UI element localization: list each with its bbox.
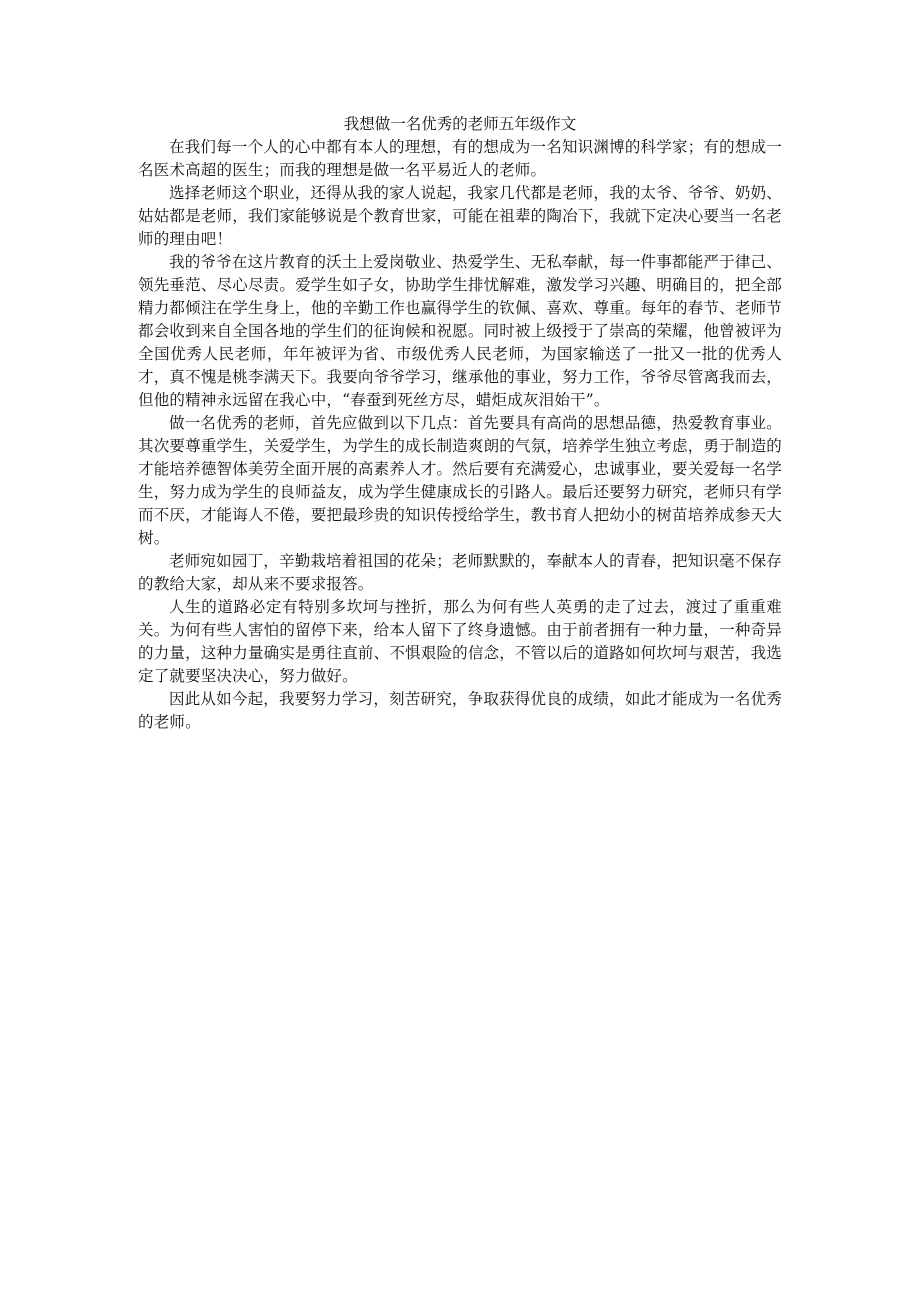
paragraph-6: 人生的道路必定有特别多坎坷与挫折，那么为何有些人英勇的走了过去，渡过了重重难关。为何有些人害怕的留停下来，给本人留下了终身遗憾。由于前者拥有一种力量，一种奇异的力量，这种力量确实是勇往直前、不惧艰险的信念，不管以后的道路如何坎坷与艰苦，我选定了就要坚决决心，努力做好。	[138, 598, 782, 685]
paragraph-2: 选择老师这个职业，还得从我的家人说起，我家几代都是老师，我的太爷、爷爷、奶奶、姑姑都是老师，我们家能够说是个教育世家，可能在祖辈的陶冶下，我就下定决心要当一名老师的理由吧！	[138, 184, 782, 248]
paragraph-1: 在我们每一个人的心中都有本人的理想，有的想成为一名知识渊博的科学家；有的想成一名医术高超的医生；而我的理想是做一名平易近人的老师。	[138, 138, 782, 179]
paragraph-4: 做一名优秀的老师，首先应做到以下几点：首先要具有高尚的思想品德，热爱教育事业。其次要尊重学生，关爱学生，为学生的成长制造爽朗的气氛，培养学生独立考虑，勇于制造的才能培养德智体美劳全面开展的高素养人才。然后要有充满爱心，忠诚事业，要关爱每一名学生，努力成为学生的良师益友，成为学生健康成长的引路人。最后还要努力研究，老师只有学而不厌，才能诲人不倦，要把最珍贵的知识传授给学生，教书育人把幼小的树苗培养成参天大树。	[138, 414, 782, 547]
paragraph-3: 我的爷爷在这片教育的沃土上爱岗敬业、热爱学生、无私奉献，每一件事都能严于律己、领先垂范、尽心尽责。爱学生如子女，协助学生排忧解难，激发学习兴趣、明确目的，把全部精力都倾注在学生身上，他的辛勤工作也赢得学生的钦佩、喜欢、尊重。每年的春节、老师节都会收到来自全国各地的学生们的征询候和祝愿。同时被上级授于了崇高的荣耀，他曾被评为全国优秀人民老师，年年被评为省、市级优秀人民老师，为国家输送了一批又一批的优秀人才，真不愧是桃李满天下。我要向爷爷学习，继承他的事业，努力工作，爷爷尽管离我而去，但他的精神永远留在我心中，“春蚕到死丝方尽，蜡炬成灰泪始干”。	[138, 253, 782, 409]
paragraph-7: 因此从如今起，我要努力学习，刻苦研究，争取获得优良的成绩，如此才能成为一名优秀的老师。	[138, 690, 782, 731]
document-title: 我想做一名优秀的老师五年级作文	[343, 115, 577, 133]
paragraph-5: 老师宛如园丁，辛勤栽培着祖国的花朵；老师默默的，奉献本人的青春，把知识毫不保存的教给大家，却从来不要求报答。	[138, 552, 782, 593]
document-body	[138, 114, 782, 734]
